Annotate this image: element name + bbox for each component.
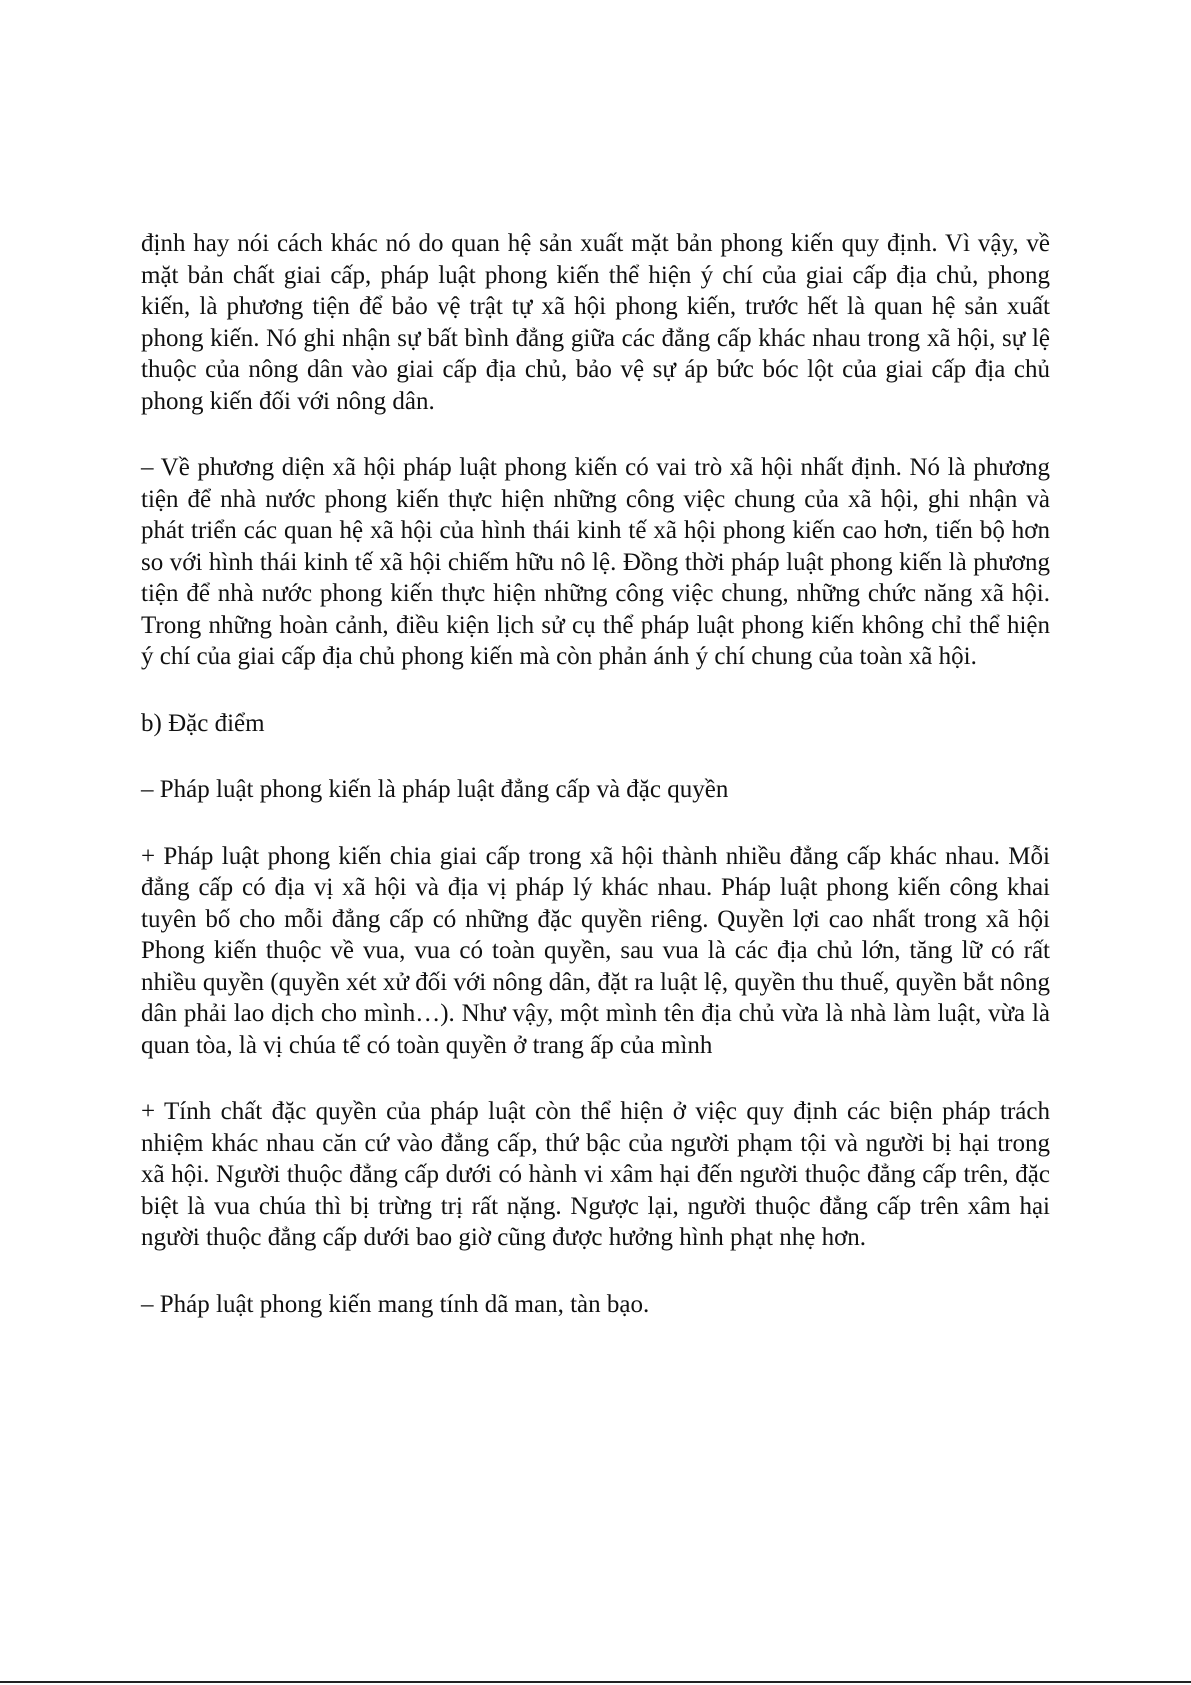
paragraph-caste-division: + Pháp luật phong kiến chia giai cấp trong xã hội thành nhiều đẳng cấp khác nhau. Mỗi đẳng cấp có địa vị xã hội và địa vị pháp lý khác nhau. Pháp luật phong kiến công khai tuyên bố cho mỗi đẳng cấp có những đặc quyền riêng. Quyền lợi cao nhất trong xã hội Phong kiến thuộc về vua, vua có toàn quyền, sau vua là các địa chủ lớn, tăng lữ có rất nhiều quyền (quyền xét xử đối với nông dân, đặt ra luật lệ, quyền thu thuế, quyền bắt nông dân phải lao dịch cho mình…). Như vậy, một mình tên địa chủ vừa là nhà làm luật, vừa là quan tòa, là vị chúa tể có toàn quyền ở trang ấp của mình xyxy=(141,842,1050,1059)
paragraph-social-aspect: – Về phương diện xã hội pháp luật phong kiến có vai trò xã hội nhất định. Nó là phương tiện để nhà nước phong kiến thực hiện những công việc chung của xã hội, ghi nhận và phát triển các quan hệ xã hội của hình thái kinh tế xã hội phong kiến cao hơn, tiến bộ hơn so với hình thái kinh tế xã hội chiếm hữu nô lệ. Đồng thời pháp luật phong kiến là phương tiện để nhà nước phong kiến thực hiện những công việc chung, những chức năng xã hội. Trong những hoàn cảnh, điều kiện lịch sử cụ thể pháp luật phong kiến không chỉ thể hiện ý chí của giai cấp địa chủ phong kiến mà còn phản ánh ý chí chung của toàn xã hội. xyxy=(141,454,1050,670)
section-heading-characteristics: b) Đặc điểm xyxy=(141,709,265,737)
document-body xyxy=(141,228,1050,1355)
page-bottom-rule xyxy=(0,1681,1191,1683)
paragraph-class-nature: định hay nói cách khác nó do quan hệ sản xuất mặt bản phong kiến quy định. Vì vậy, về mặt bản chất giai cấp, pháp luật phong kiến thể hiện ý chí của giai cấp địa chủ, phong kiến, là phương tiện để bảo vệ trật tự xã hội phong kiến, trước hết là quan hệ sản xuất phong kiến. Nó ghi nhận sự bất bình đẳng giữa các đẳng cấp khác nhau trong xã hội, sự lệ thuộc của nông dân vào giai cấp địa chủ, bảo vệ sự áp bức bóc lột của giai cấp địa chủ phong kiến đối với nông dân. xyxy=(141,230,1050,415)
paragraph-caste-privilege: – Pháp luật phong kiến là pháp luật đẳng cấp và đặc quyền xyxy=(141,776,729,803)
paragraph-brutality: – Pháp luật phong kiến mang tính dã man, tàn bạo. xyxy=(141,1290,650,1318)
paragraph-privilege-liability: + Tính chất đặc quyền của pháp luật còn thể hiện ở việc quy định các biện pháp trách nhiệm khác nhau căn cứ vào đẳng cấp, thứ bậc của người phạm tội và người bị hại trong xã hội. Người thuộc đẳng cấp dưới có hành vi xâm hại đến người thuộc đẳng cấp trên, đặc biệt là vua chúa thì bị trừng trị rất nặng. Ngược lại, người thuộc đẳng cấp trên xâm hại người thuộc đẳng cấp dưới bao giờ cũng được hưởng hình phạt nhẹ hơn. xyxy=(141,1098,1050,1251)
